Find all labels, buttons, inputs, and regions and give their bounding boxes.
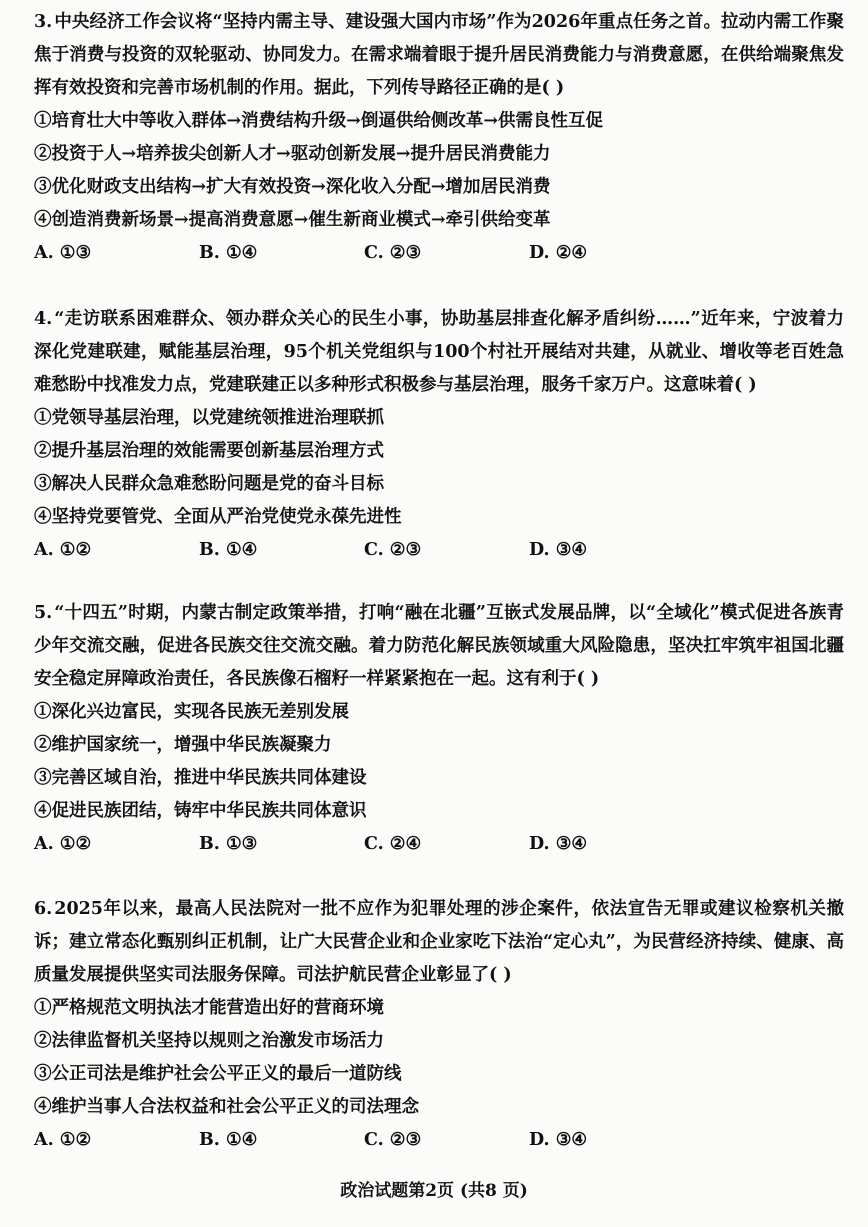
- choice-c[interactable]: C. ②④: [364, 834, 422, 854]
- answer-choices: [34, 1124, 844, 1157]
- answer-choices: [34, 828, 844, 861]
- option-2: ②投资于人→培养拔尖创新人才→驱动创新发展→提升居民消费能力: [34, 144, 551, 164]
- question-4: [34, 303, 844, 567]
- choice-c[interactable]: C. ②③: [364, 1130, 422, 1150]
- choice-c[interactable]: C. ②③: [364, 540, 422, 560]
- choice-d[interactable]: D. ③④: [529, 540, 588, 560]
- question-number: 5.: [34, 603, 53, 623]
- question-stem: 2025年以来，最高人民法院对一批不应作为犯罪处理的涉企案件，依法宣告无罪或建议检察机关撤诉；建立常态化甄别纠正机制，让广大民营企业和企业家吃下法治“定心丸”，为民营经济持续、健康、高质量发展提供坚实司法服务保障。司法护航民营企业彰显了( ): [34, 899, 844, 985]
- option-3: ③优化财政支出结构→扩大有效投资→深化收入分配→增加居民消费: [34, 177, 551, 197]
- question-6: [34, 893, 844, 1157]
- question-number: 4.: [34, 309, 53, 329]
- choice-d[interactable]: D. ③④: [529, 834, 588, 854]
- option-2: ②提升基层治理的效能需要创新基层治理方式: [34, 441, 384, 461]
- option-4: ④促进民族团结，铸牢中华民族共同体意识: [34, 801, 367, 821]
- choice-a[interactable]: A. ①③: [34, 243, 92, 263]
- option-4: ④创造消费新场景→提高消费意愿→催生新商业模式→牵引供给变革: [34, 210, 551, 230]
- option-4: ④坚持党要管党、全面从严治党使党永葆先进性: [34, 507, 402, 527]
- option-2: ②维护国家统一，增强中华民族凝聚力: [34, 735, 332, 755]
- page-footer: 政治试题第2页 (共8 页): [340, 1181, 528, 1201]
- choice-b[interactable]: B. ①④: [199, 540, 258, 560]
- option-3: ③公正司法是维护社会公平正义的最后一道防线: [34, 1064, 402, 1084]
- option-1: ①严格规范文明执法才能营造出好的营商环境: [34, 998, 384, 1018]
- choice-c[interactable]: C. ②③: [364, 243, 422, 263]
- option-1: ①培育壮大中等收入群体→消费结构升级→倒逼供给侧改革→供需良性互促: [34, 111, 603, 131]
- question-number: 6.: [34, 899, 53, 919]
- question-stem: “走访联系困难群众、领办群众关心的民生小事，协助基层排查化解矛盾纠纷……”近年来，宁波着力深化党建联建，赋能基层治理，95个机关党组织与100个村社开展结对共建，从就业、增收等老百姓急难愁盼中找准发力点，党建联建正以多种形式积极参与基层治理，服务千家万户。这意味着( ): [34, 309, 844, 395]
- option-2: ②法律监督机关坚持以规则之治激发市场活力: [34, 1031, 384, 1051]
- choice-d[interactable]: D. ③④: [529, 1130, 588, 1150]
- question-3: [34, 6, 844, 270]
- answer-choices: [34, 534, 844, 567]
- answer-choices: [34, 237, 844, 270]
- choice-b[interactable]: B. ①③: [199, 834, 258, 854]
- question-stem: “十四五”时期，内蒙古制定政策举措，打响“融在北疆”互嵌式发展品牌，以“全域化”模式促进各族青少年交流交融，促进各民族交往交流交融。着力防范化解民族领域重大风险隐患，坚决扛牢筑牢祖国北疆安全稳定屏障政治责任，各民族像石榴籽一样紧紧抱在一起。这有利于( ): [34, 603, 844, 689]
- choice-a[interactable]: A. ①②: [34, 834, 92, 854]
- choice-a[interactable]: A. ①②: [34, 540, 92, 560]
- question-stem: 中央经济工作会议将“坚持内需主导、建设强大国内市场”作为2026年重点任务之首。拉动内需工作聚焦于消费与投资的双轮驱动、协同发力。在需求端着眼于提升居民消费能力与消费意愿，在供给端聚焦发挥有效投资和完善市场机制的作用。据此，下列传导路径正确的是( ): [34, 12, 844, 98]
- option-4: ④维护当事人合法权益和社会公平正义的司法理念: [34, 1097, 419, 1117]
- option-1: ①深化兴边富民，实现各民族无差别发展: [34, 702, 349, 722]
- choice-b[interactable]: B. ①④: [199, 243, 258, 263]
- option-3: ③完善区域自治，推进中华民族共同体建设: [34, 768, 367, 788]
- question-5: [34, 597, 844, 861]
- option-1: ①党领导基层治理，以党建统领推进治理联抓: [34, 408, 384, 428]
- choice-b[interactable]: B. ①④: [199, 1130, 258, 1150]
- question-number: 3.: [34, 12, 53, 32]
- option-3: ③解决人民群众急难愁盼问题是党的奋斗目标: [34, 474, 384, 494]
- choice-d[interactable]: D. ②④: [529, 243, 588, 263]
- choice-a[interactable]: A. ①②: [34, 1130, 92, 1150]
